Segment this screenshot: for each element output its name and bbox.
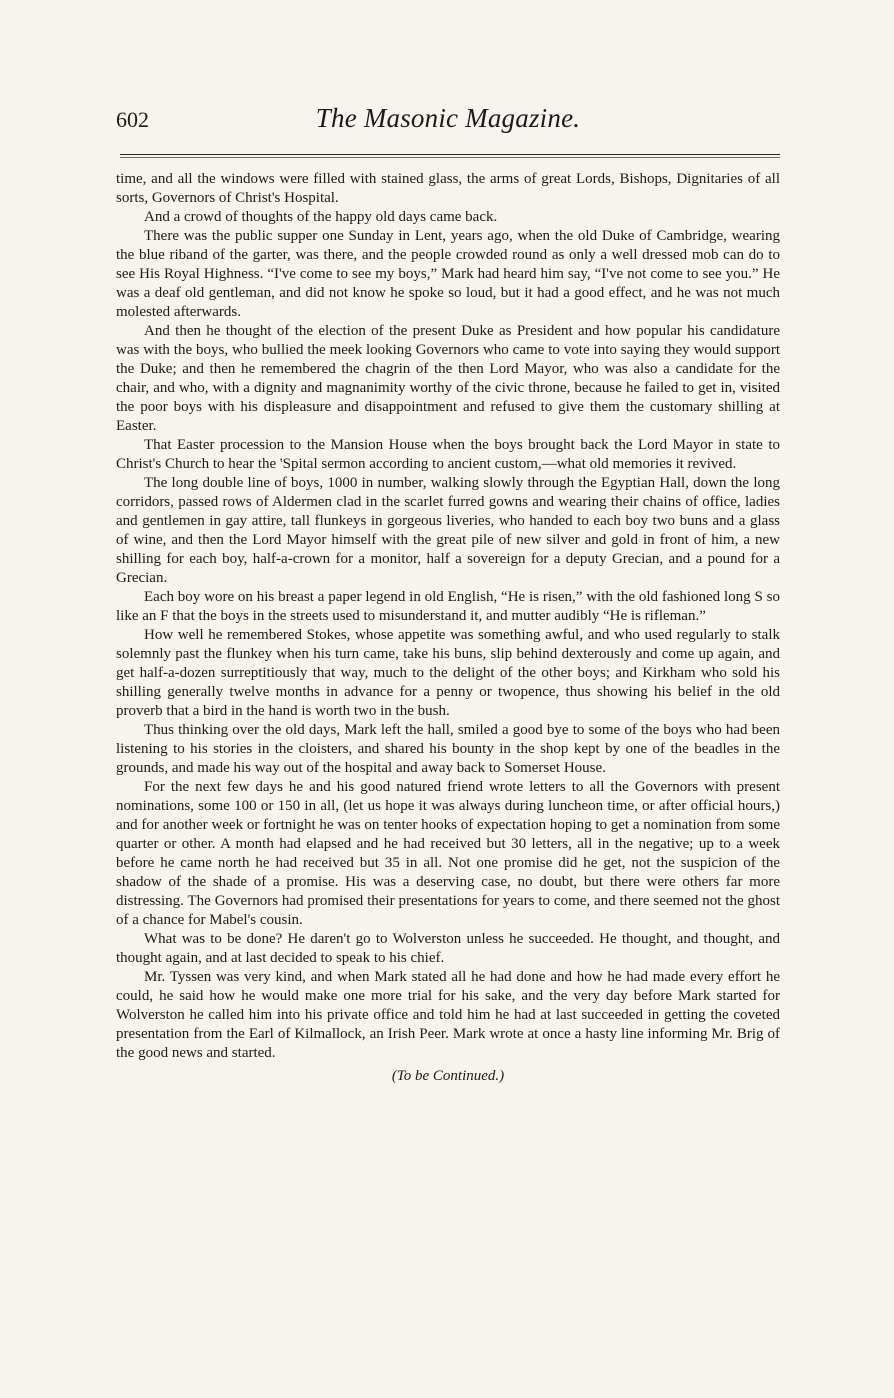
- paragraph-2: And a crowd of thoughts of the happy old days came back.: [144, 209, 498, 225]
- paragraph-3: There was the public supper one Sunday in Lent, years ago, when the old Duke of Cambridge, wearing the blue riband of the garter, was there, and the people crowded round as only a well dressed mob can do to see His Royal Highness. “I've come to see my boys,” Mark had heard him say, “I've not come to see you.” He was a deaf old gentleman, and did not know he spoke so loud, but it had a good effect, and he was not much molested afterwards.: [116, 228, 780, 320]
- paragraph-4: And then he thought of the election of the present Duke as President and how popular his candidature was with the boys, who bullied the meek looking Governors who came to vote into saying they would support the Duke; and then he remembered the chagrin of the then Lord Mayor, who was also a candidate for the chair, and who, with a dignity and magnanimity worthy of the civic throne, because he failed to get in, visited the poor boys with his displeasure and disappointment and refused to give them the customary shilling at Easter.: [116, 323, 780, 434]
- paragraph-8: How well he remembered Stokes, whose appetite was something awful, and who used regularly to stalk solemnly past the flunkey when his turn came, take his buns, slip behind dexterously and come up again, and get half-a-dozen surreptitiously that way, much to the delight of the other boys; and Kirkham who sold his shilling generally twelve months in advance for a penny or twopence, thus showing his belief in the old proverb that a bird in the hand is worth two in the bush.: [116, 627, 780, 719]
- to-be-continued: (To be Continued.): [391, 1068, 505, 1084]
- paragraph-9: Thus thinking over the old days, Mark left the hall, smiled a good bye to some of the boys who had been listening to his stories in the cloisters, and shared his bounty in the shop kept by one of the beadles in the grounds, and made his way out of the hospital and away back to Somerset House.: [116, 722, 780, 776]
- page-header: [116, 104, 780, 144]
- paragraph-5: That Easter procession to the Mansion House when the boys brought back the Lord Mayor in state to Christ's Church to hear the 'Spital sermon according to ancient custom,—what old memories it revived.: [116, 437, 780, 472]
- paragraph-1: time, and all the windows were filled with stained glass, the arms of great Lords, Bishops, Dignitaries of all sorts, Governors of Christ's Hospital.: [116, 171, 780, 206]
- page-number: 602: [116, 107, 149, 132]
- article-body: [116, 170, 780, 1086]
- magazine-page: [116, 104, 780, 1344]
- header-rule: [120, 154, 780, 155]
- magazine-title: The Masonic Magazine.: [315, 103, 581, 133]
- paragraph-6: The long double line of boys, 1000 in number, walking slowly through the Egyptian Hall, down the long corridors, passed rows of Aldermen clad in the scarlet furred gowns and wearing their chains of office, ladies and gentlemen in gay attire, tall flunkeys in gorgeous liveries, who handed to each boy two buns and a glass of wine, and then the Lord Mayor himself with the great pile of new silver and gold in front of him, a new shilling for each boy, half-a-crown for a monitor, half a sovereign for a deputy Grecian, and a pound for a Grecian.: [116, 475, 780, 586]
- paragraph-12: Mr. Tyssen was very kind, and when Mark stated all he had done and how he had made every effort he could, he said how he would make one more trial for his sake, and the very day before Mark started for Wolverston he called him into his private office and told him he had at last succeeded in getting the coveted presentation from the Earl of Kilmallock, an Irish Peer. Mark wrote at once a hasty line informing Mr. Brig of the good news and started.: [116, 969, 780, 1061]
- paragraph-11: What was to be done? He daren't go to Wolverston unless he succeeded. He thought, and thought, and thought again, and at last decided to speak to his chief.: [116, 931, 780, 966]
- paragraph-10: For the next few days he and his good natured friend wrote letters to all the Governors with present nominations, some 100 or 150 in all, (let us hope it was always during luncheon time, or after official hours,) and for another week or fortnight he was on tenter hooks of expectation hoping to get a nomination from some quarter or other. A month had elapsed and he had received but 30 letters, all in the negative; up to a week before he came north he had received but 35 in all. Not one promise did he get, not the suspicion of the shadow of the shade of a promise. His was a deserving case, no doubt, but there were others far more distressing. The Governors had promised their presentations for years to come, and there seemed not the ghost of a chance for Mabel's cousin.: [116, 779, 780, 928]
- paragraph-7: Each boy wore on his breast a paper legend in old English, “He is risen,” with the old fashioned long S so like an F that the boys in the streets used to misunderstand it, and mutter audibly “He is rifleman.”: [116, 589, 780, 624]
